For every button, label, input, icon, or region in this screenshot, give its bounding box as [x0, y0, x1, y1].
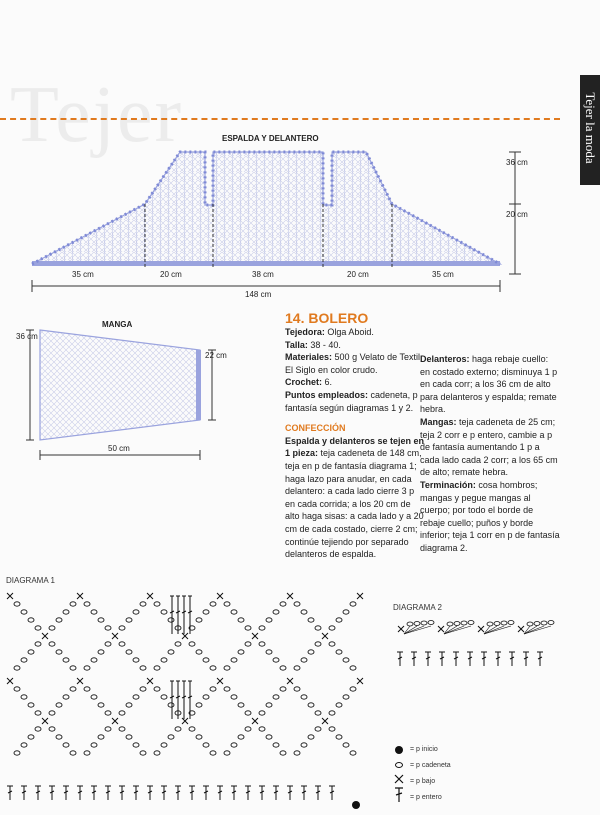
diagram-1 [0, 586, 380, 815]
hook-label: Crochet: [285, 377, 323, 388]
height-top-label: 36 cm [506, 158, 528, 167]
article-column-2 [420, 305, 560, 555]
article-column-1 [285, 326, 425, 561]
instructions-heading: CONFECCIÓN [285, 423, 346, 434]
sleeve-height-left-label: 36 cm [16, 332, 38, 341]
materials-label: Materiales: [285, 352, 333, 363]
double-crochet-icon [395, 788, 403, 802]
header-divider [0, 118, 560, 120]
segment-label: 20 cm [347, 270, 369, 279]
back-piece-shape [32, 152, 500, 264]
segment-label: 38 cm [252, 270, 274, 279]
single-crochet-icon [395, 775, 403, 783]
back-schematic [0, 140, 540, 305]
finishing-label: Terminación: [420, 479, 476, 490]
segment-label: 20 cm [160, 270, 182, 279]
start-stitch-icon [395, 746, 403, 754]
diagram-1-title: DIAGRAMA 1 [6, 576, 55, 585]
sleeve-piece-shape [40, 330, 200, 440]
stitches-value: cadeneta, p fantasía según diagramas 1 y 2. [285, 389, 418, 413]
segment-label: 35 cm [432, 270, 454, 279]
materials-value: 500 g Velato de Textil El Siglo en color crudo. [285, 352, 420, 375]
body-value: teja cadeneta de 148 cm, teja en p de fantasía diagrama 1; haga lazo para anudar, en cada delantero: a cada lado cierre 3 p en cada corrida; a los 20 cm de alto haga sisas: a cada lado y a 20 cm de cada costado, cierre 2 cm; continúe tejiendo por separado delanteros de espalda. [285, 448, 424, 560]
diagram-2-title: DIAGRAMA 2 [393, 603, 442, 612]
sleeve-schematic-title: MANGA [102, 320, 133, 329]
hem-band [32, 261, 500, 266]
total-width-label: 148 cm [245, 290, 272, 299]
watermark: Tejer [10, 71, 184, 159]
fronts-label: Delanteros: [420, 354, 470, 364]
designer-value: Olga Aboid. [327, 327, 374, 337]
section-tab-label: Tejer la moda [583, 92, 598, 164]
section-tab [580, 75, 600, 185]
body-label: Espalda y delanteros se tejen en 1 pieza: [285, 435, 425, 459]
sleeve-width-label: 50 cm [108, 444, 130, 453]
height-mid-label: 20 cm [506, 210, 528, 219]
fronts-value: haga rebaje cuello: en costado externo; disminuya 1 p en cada corr; a los 36 cm de alto para delanteros y espalda; remate hebra. [420, 354, 558, 415]
chain-stitch-icon [396, 763, 403, 768]
hook-value: 6. [324, 377, 333, 388]
back-schematic-title: ESPALDA Y DELANTERO [222, 134, 319, 143]
finishing-value: cosa hombros; mangas y pegue mangas al cuerpo; por todo el borde de rebaje cuello; puños y borde inferior; teja 1 corr en p de fantasía diagrama 2. [420, 479, 560, 553]
size-value: 38 - 40. [310, 339, 341, 350]
legend-symbols [392, 744, 406, 804]
stitches-label: Puntos empleados: [285, 389, 369, 400]
segment-label: 35 cm [72, 270, 94, 279]
legend-single: = p bajo [410, 778, 436, 785]
legend-chain: = p cadeneta [410, 762, 451, 769]
legend-start: = p inicio [410, 746, 438, 753]
sleeves-label: Mangas: [420, 416, 457, 427]
diagram-2 [390, 612, 560, 672]
designer-label: Tejedora: [285, 327, 325, 337]
sleeves-value: teja cadeneta de 25 cm; teja 2 corr e p entero, cambie a p de fantasía aumentando 1 p a cada lado cada 2 corr; a los 65 cm de alto; remate hebra. [420, 416, 558, 478]
cuff-band [196, 350, 201, 420]
pattern-title: 14. BOLERO [285, 310, 369, 326]
legend-double: = p entero [410, 794, 442, 801]
sleeve-height-right-label: 22 cm [205, 351, 227, 360]
size-label: Talla: [285, 339, 308, 350]
